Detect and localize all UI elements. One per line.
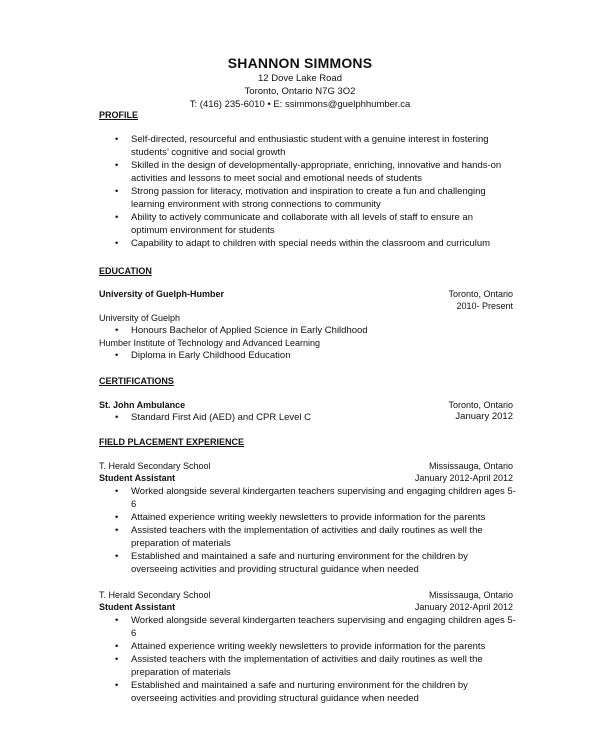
education-institution-1: University of Guelph (99, 313, 181, 323)
profile-heading: PROFILE (99, 110, 139, 120)
contact-line: T: (416) 235-6010 • E: ssimmons@guelphhumber.ca (189, 99, 411, 110)
list-item: • Established and maintained a safe and nurturing environment for the children by overseeing activities and providing structural guidance when needed (113, 679, 516, 705)
list-item: • Attained experience writing weekly newsletters to provide information for the parents (113, 511, 516, 524)
list-item: • Worked alongside several kindergarten teachers supervising and engaging children ages 5-6 (113, 614, 516, 640)
education-dates: 2010- Present (456, 301, 513, 311)
certification-org-row (99, 399, 513, 411)
education-institution-2: Humber Institute of Technology and Advanced Learning (99, 338, 320, 348)
placement-2-role-row (99, 601, 513, 613)
education-degree-list-2 (113, 349, 516, 362)
list-item: • Attained experience writing weekly newsletters to provide information for the parents (113, 640, 516, 653)
certifications-heading: CERTIFICATIONS (99, 376, 174, 386)
list-item: • Strong passion for literacy, motivation and inspiration to create a fun and challenging learning environment with strong connections to community (113, 185, 516, 211)
placement-1-role-row (99, 472, 513, 484)
certification-location: Toronto, Ontario (448, 400, 513, 410)
address-line-2: Toronto, Ontario N7G 3O2 (244, 86, 356, 97)
placement-location: Mississauga, Ontario (428, 461, 513, 471)
list-item: • Skilled in the design of developmentally-appropriate, enriching, innovative and hands-on activities and lessons to meet social and emotional needs of students (113, 159, 516, 185)
placement-school: T. Herald Secondary School (99, 590, 211, 600)
address-line-1: 12 Dove Lake Road (258, 73, 342, 84)
education-degree-list-1 (113, 324, 516, 337)
list-item: • Capability to adapt to children with special needs within the classroom and curriculum (113, 237, 516, 250)
placement-location: Mississauga, Ontario (428, 590, 513, 600)
placement-1-school-row (99, 460, 513, 472)
list-item: • Worked alongside several kindergarten teachers supervising and engaging children ages 5-6 (113, 485, 516, 511)
list-item: • Honours Bachelor of Applied Science in Early Childhood (113, 324, 516, 337)
list-item: • Assisted teachers with the implementation of activities and daily routines as well the preparation of materials (113, 524, 516, 550)
placement-school: T. Herald Secondary School (99, 461, 211, 471)
placement-2-list (113, 614, 516, 705)
placement-1-list (113, 485, 516, 576)
education-heading: EDUCATION (99, 266, 152, 276)
list-item: • Assisted teachers with the implementation of activities and daily routines as well the preparation of materials (113, 653, 516, 679)
field-placement-heading: FIELD PLACEMENT EXPERIENCE (99, 437, 245, 447)
profile-list (113, 133, 516, 250)
list-item: • Diploma in Early Childhood Education (113, 349, 516, 362)
placement-dates: January 2012-April 2012 (414, 602, 513, 612)
resume-header (0, 54, 600, 111)
placement-role: Student Assistant (99, 602, 176, 612)
certification-date: January 2012 (455, 411, 513, 422)
placement-role: Student Assistant (99, 473, 176, 483)
certification-org: St. John Ambulance (99, 400, 186, 410)
education-school: University of Guelph-Humber (99, 289, 225, 299)
placement-2-school-row (99, 589, 513, 601)
candidate-name: SHANNON SIMMONS (227, 55, 373, 71)
list-item: • Established and maintained a safe and nurturing environment for the children by overseeing activities and providing structural guidance when needed (113, 550, 516, 576)
list-item: • Ability to actively communicate and collaborate with all levels of staff to ensure an optimum environment for students (113, 211, 516, 237)
placement-dates: January 2012-April 2012 (414, 473, 513, 483)
list-item: • Self-directed, resourceful and enthusiastic student with a genuine interest in fostering students’ cognitive and social growth (113, 133, 516, 159)
education-location: Toronto, Ontario (448, 289, 513, 299)
list-item: • Standard First Aid (AED) and CPR Level C (113, 411, 516, 424)
education-school-row (99, 288, 513, 300)
